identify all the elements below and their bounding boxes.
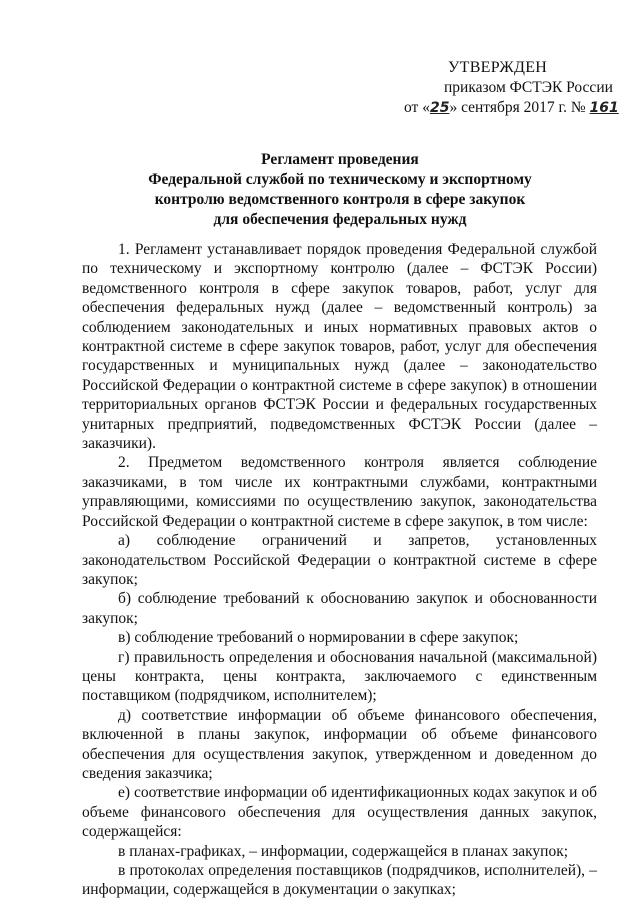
approval-number-handwritten: 161: [589, 100, 619, 116]
item-e: е) соответствие информации об идентификационных кодах закупок и об объеме финансового обеспечения для осуществления данных закупок, содержащейся:: [82, 784, 597, 841]
title-line-3: контролю ведомственного контроля в сфере закупок: [154, 191, 526, 208]
title-line-4: для обеспечения федеральных нужд: [213, 211, 467, 228]
approval-day-handwritten: 25: [429, 100, 450, 116]
approval-date-line: [404, 98, 624, 118]
approval-date-prefix: от «: [404, 99, 430, 116]
item-g: г) правильность определения и обоснования начальной (максимальной) цены контракта, цены контракта, заключаемого с единственным поставщиком (подрядчиком, исполнителем);: [82, 648, 597, 705]
approval-date-mid: » сентября 2017 г. №: [449, 99, 590, 116]
subitem-plans-schedules: в планах-графиках, – информации, содержащейся в планах закупок;: [118, 842, 569, 860]
document-body: [82, 240, 597, 900]
approval-stamp: [404, 58, 624, 118]
item-a: а) соблюдение ограничений и запретов, установленных законодательством Российской Федерации о контрактной системе в сфере закупок;: [82, 532, 597, 588]
paragraph-1: 1. Регламент устанавливает порядок проведения Федеральной службой по техническому и экспортному контролю (далее – ФСТЭК России) ведомственного контроля в сфере закупок товаров, работ, услуг для обеспечения федеральных нужд (далее – ведомственный контроль) за соблюдением законодательных и иных нормативных правовых актов о контрактной системе в сфере закупок товаров, работ, услуг для обеспечения государственных и муниципальных нужд (далее – законодательство Российской Федерации о контрактной системе в сфере закупок) в отношении территориальных органов ФСТЭК России и федеральных государственных унитарных предприятий, подведомственных ФСТЭК России (далее – заказчики).: [82, 241, 597, 453]
approval-title: УТВЕРЖДЕН: [448, 59, 548, 76]
document-title: [80, 150, 600, 230]
title-line-1: Регламент проведения: [261, 151, 419, 168]
item-v: в) соблюдение требований о нормировании в сфере закупок;: [118, 629, 519, 647]
approval-order-line: приказом ФСТЭК России: [444, 79, 613, 96]
item-d: д) соответствие информации об объеме финансового обеспечения, включенной в планы закупок, информации об объеме финансового обеспечения для осуществления закупок, утвержденном и доведенном до сведения заказчика;: [82, 706, 597, 782]
paragraph-2: 2. Предметом ведомственного контроля является соблюдение заказчиками, в том числе их контрактными службами, контрактными управляющими, комиссиями по осуществлению закупок, законодательства Российской Федерации о контрактной системе в сфере закупок, в том числе:: [82, 454, 597, 530]
item-b: б) соблюдение требований к обоснованию закупок и обоснованности закупок;: [82, 590, 597, 627]
title-line-2: Федеральной службой по техническому и экспортному: [148, 171, 532, 188]
subitem-protocols: в протоколах определения поставщиков (подрядчиков, исполнителей), – информации, содержащейся в документации о закупках;: [82, 862, 597, 899]
